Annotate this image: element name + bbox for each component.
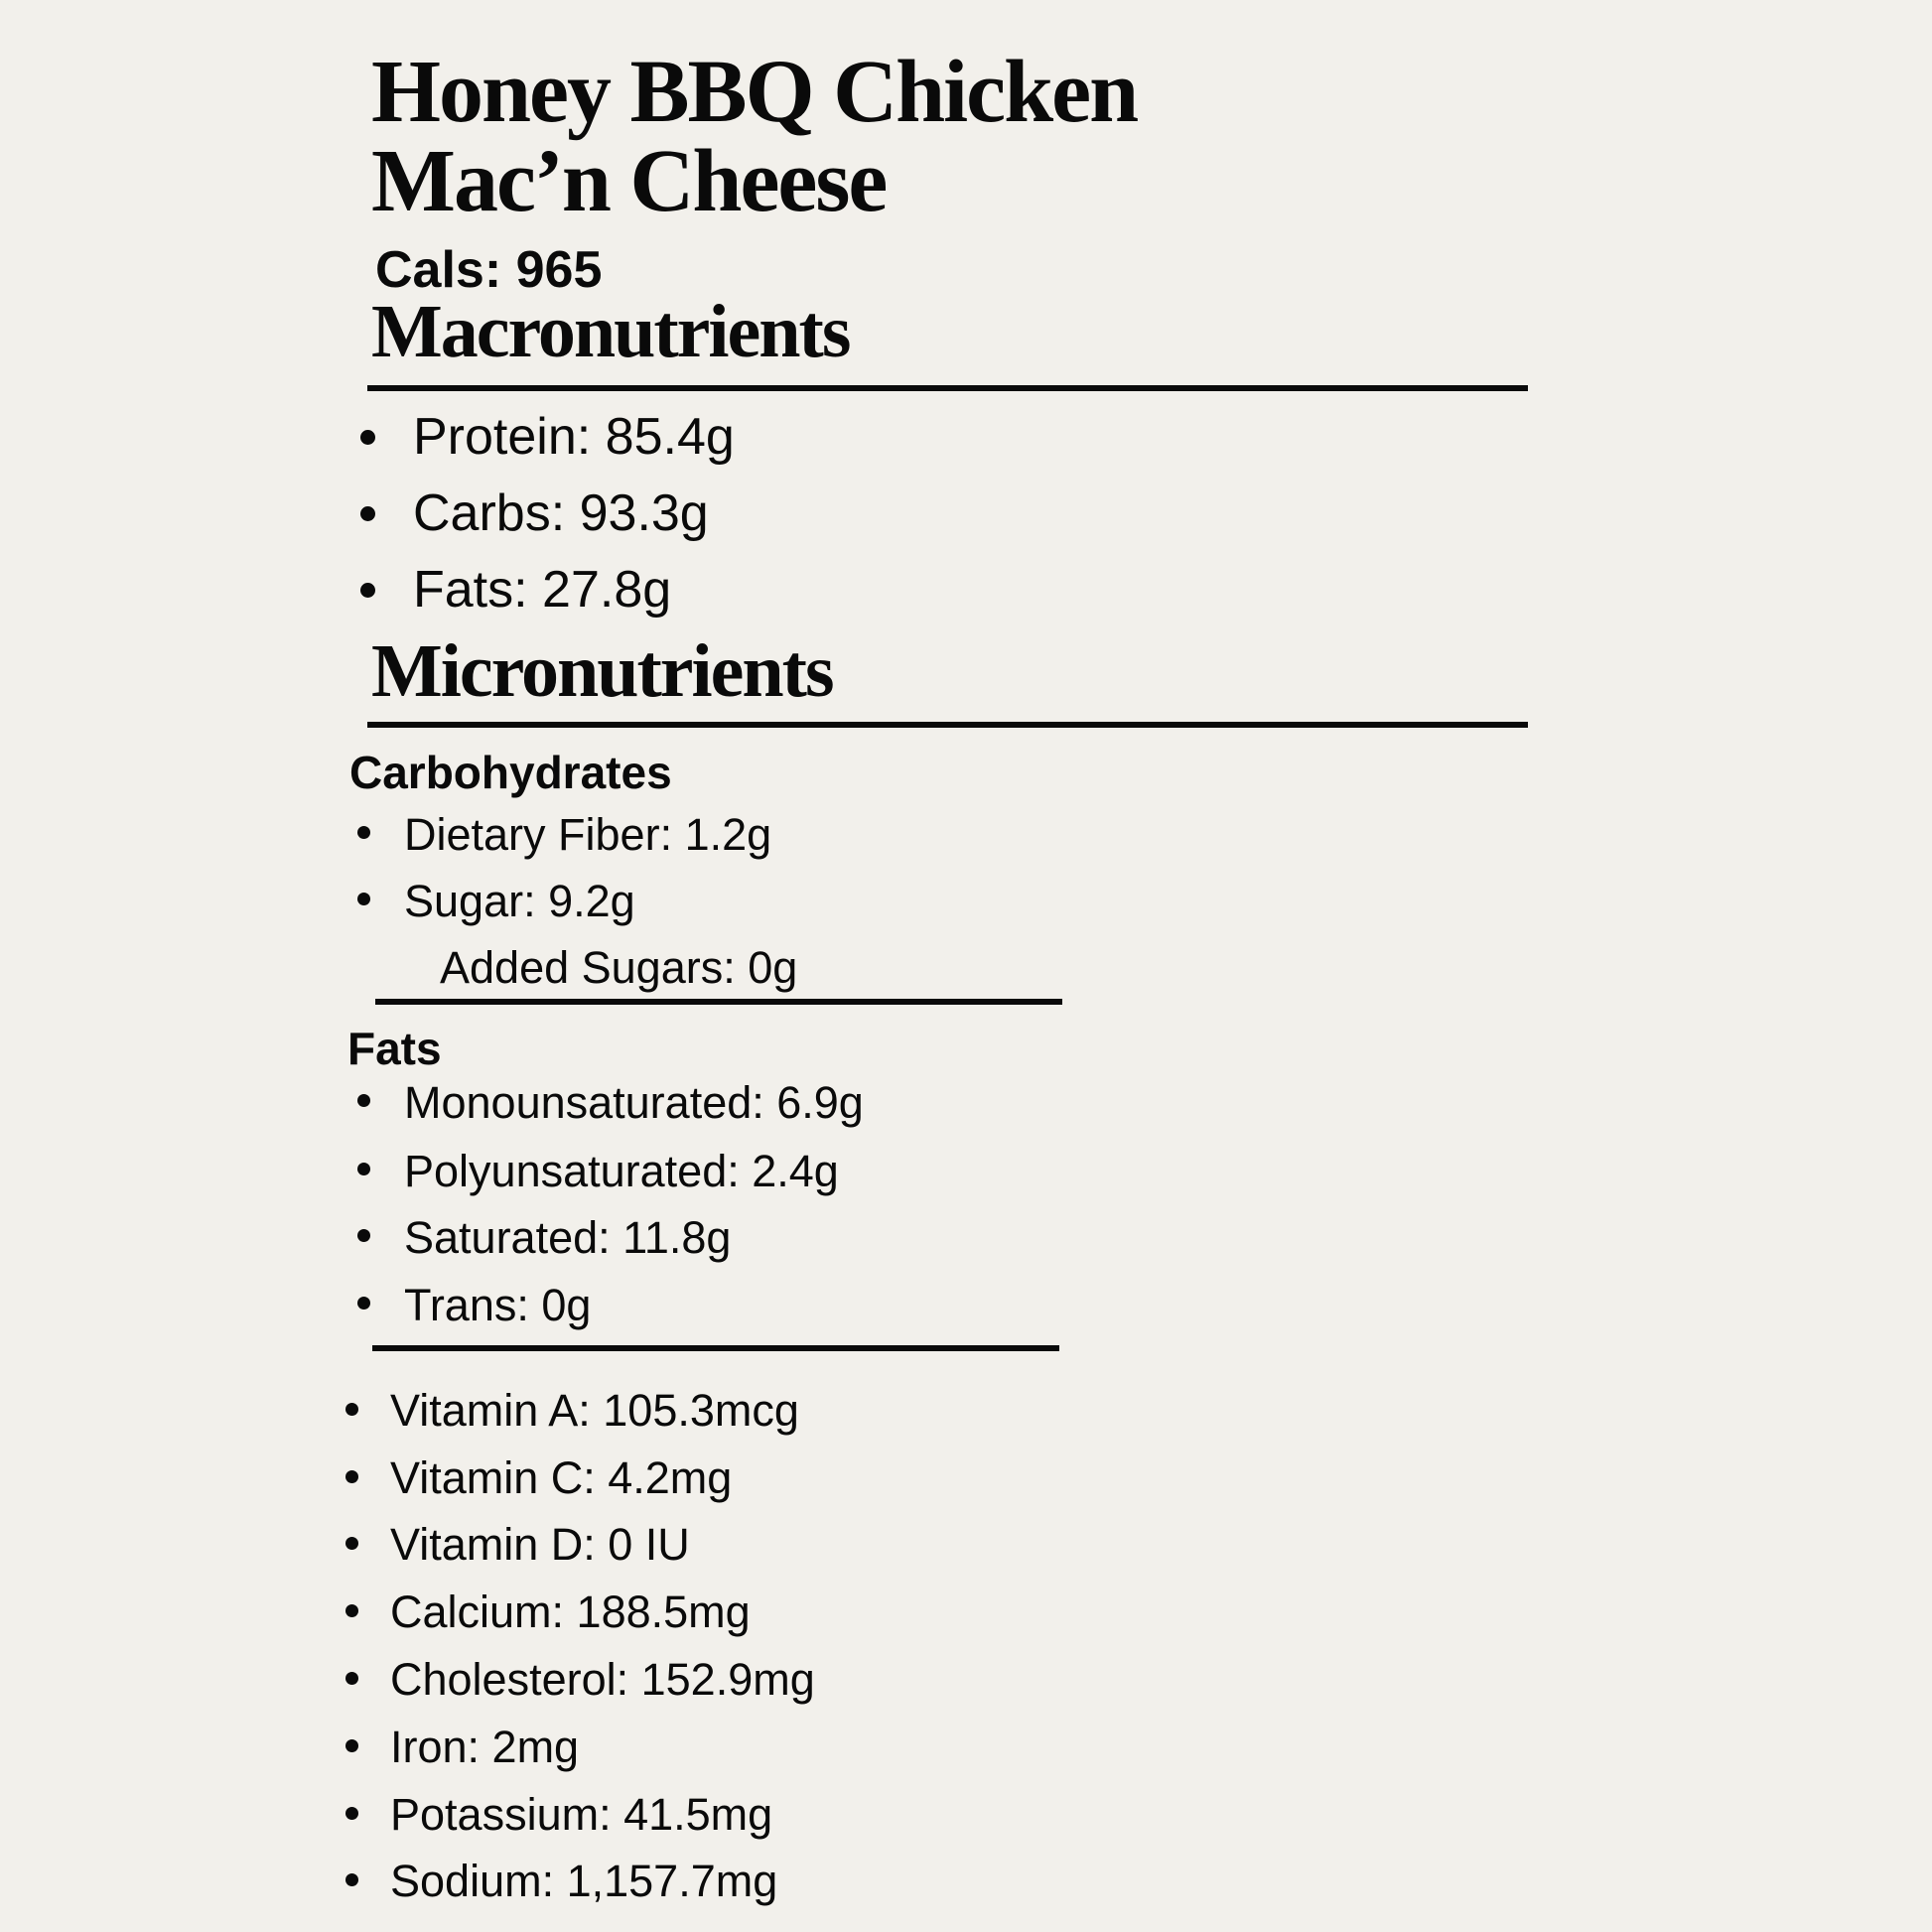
list-item: Saturated: 11.8g bbox=[404, 1212, 732, 1263]
micronutrients-heading: Micronutrients bbox=[371, 629, 833, 713]
list-item: Vitamin D: 0 IU bbox=[390, 1519, 690, 1570]
list-item: Carbs: 93.3g bbox=[413, 484, 709, 542]
bullet-icon bbox=[345, 1873, 358, 1886]
bullet-icon bbox=[357, 1163, 370, 1175]
bullet-icon bbox=[345, 1537, 358, 1550]
divider bbox=[367, 385, 1528, 391]
list-item: Monounsaturated: 6.9g bbox=[404, 1077, 864, 1128]
list-item: Potassium: 41.5mg bbox=[390, 1789, 773, 1840]
list-item: Calcium: 188.5mg bbox=[390, 1587, 751, 1637]
title-line-1: Honey BBQ Chicken bbox=[371, 43, 1138, 141]
macronutrients-heading: Macronutrients bbox=[371, 290, 850, 373]
list-item: Cholesterol: 152.9mg bbox=[390, 1654, 815, 1705]
list-item: Sugar: 9.2g bbox=[404, 876, 635, 926]
list-item: Vitamin C: 4.2mg bbox=[390, 1452, 733, 1503]
bullet-icon bbox=[345, 1604, 358, 1617]
bullet-icon bbox=[345, 1403, 358, 1416]
list-item: Trans: 0g bbox=[404, 1280, 592, 1330]
list-item: Iron: 2mg bbox=[390, 1722, 580, 1772]
divider bbox=[367, 722, 1528, 728]
list-item: Protein: 85.4g bbox=[413, 408, 735, 466]
carbohydrates-heading: Carbohydrates bbox=[349, 747, 672, 798]
bullet-icon bbox=[357, 826, 370, 839]
calories: Cals: 965 bbox=[375, 241, 603, 299]
bullet-icon bbox=[357, 1094, 370, 1107]
bullet-icon bbox=[357, 893, 370, 905]
title-line-2: Mac’n Cheese bbox=[371, 132, 887, 230]
list-item: Vitamin A: 105.3mcg bbox=[390, 1385, 799, 1436]
bullet-icon bbox=[345, 1807, 358, 1820]
bullet-icon bbox=[357, 1297, 370, 1310]
list-item: Fats: 27.8g bbox=[413, 561, 672, 619]
bullet-icon bbox=[360, 583, 375, 598]
list-item: Sodium: 1,157.7mg bbox=[390, 1856, 778, 1906]
bullet-icon bbox=[357, 1229, 370, 1242]
bullet-icon bbox=[345, 1470, 358, 1483]
fats-heading: Fats bbox=[347, 1023, 442, 1074]
divider bbox=[372, 1345, 1059, 1351]
sub-list-item: Added Sugars: 0g bbox=[440, 942, 798, 993]
divider bbox=[375, 999, 1062, 1005]
bullet-icon bbox=[360, 430, 375, 445]
bullet-icon bbox=[345, 1739, 358, 1752]
bullet-icon bbox=[345, 1672, 358, 1685]
list-item: Polyunsaturated: 2.4g bbox=[404, 1146, 839, 1196]
list-item: Dietary Fiber: 1.2g bbox=[404, 809, 772, 860]
bullet-icon bbox=[360, 506, 375, 521]
